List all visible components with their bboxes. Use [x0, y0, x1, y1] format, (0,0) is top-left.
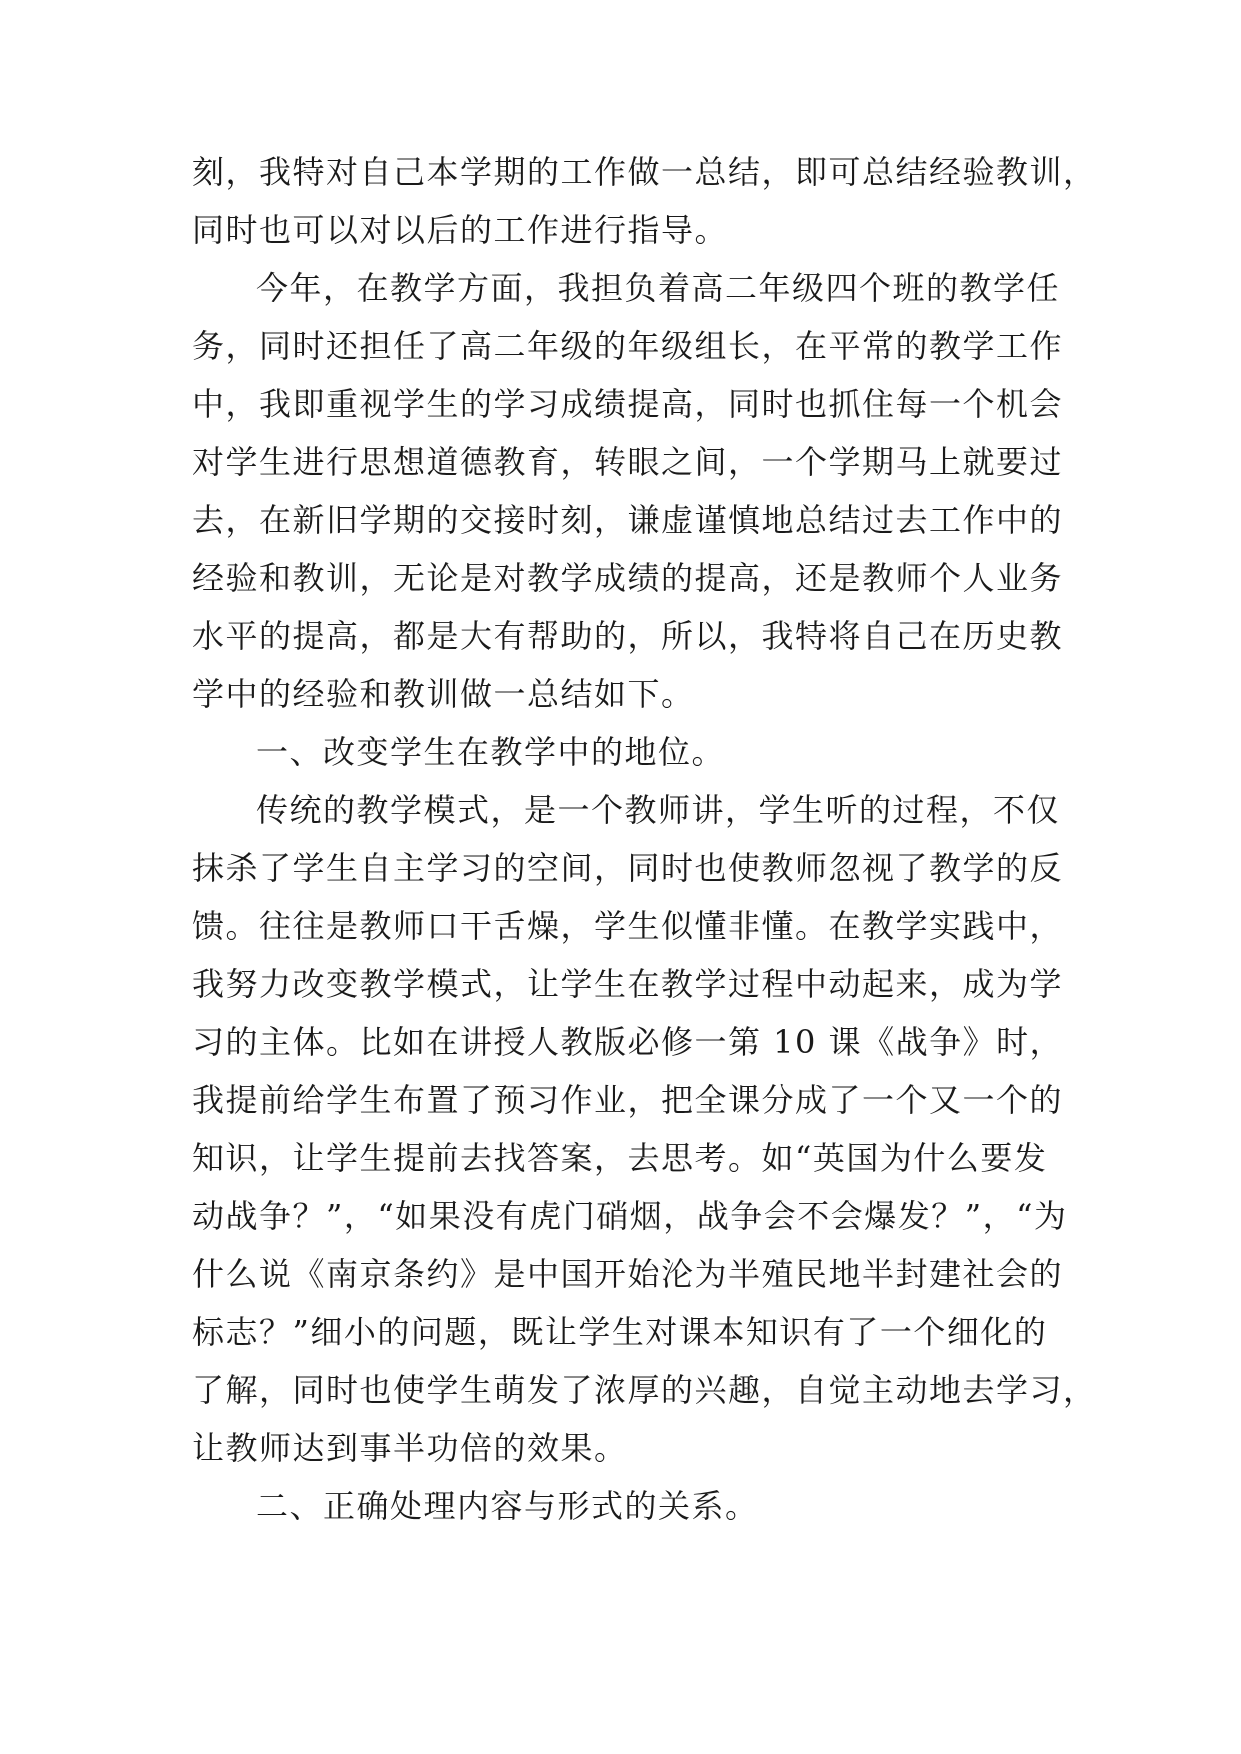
text-line: 我提前给学生布置了预习作业，把全课分成了一个又一个的: [192, 1081, 1064, 1119]
section-heading-1: 一、改变学生在教学中的地位。: [256, 733, 726, 771]
text-line: 同时也可以对以后的工作进行指导。: [192, 211, 729, 249]
text-line: 知识，让学生提前去找答案，去思考。如“英国为什么要发: [192, 1139, 1048, 1177]
text-line: 中，我即重视学生的学习成绩提高，同时也抓住每一个机会: [192, 385, 1064, 423]
text-line: 务，同时还担任了高二年级的年级组长，在平常的教学工作: [192, 327, 1064, 365]
text-line: 去，在新旧学期的交接时刻，谦虚谨慎地总结过去工作中的: [192, 501, 1064, 539]
text-line: 标志？”细小的问题，既让学生对课本知识有了一个细化的: [192, 1313, 1048, 1351]
text-line: 馈。往往是教师口干舌燥，学生似懂非懂。在教学实践中，: [192, 907, 1064, 945]
section-heading-2: 二、正确处理内容与形式的关系。: [256, 1487, 759, 1525]
text-line: 对学生进行思想道德教育，转眼之间，一个学期马上就要过: [192, 443, 1064, 481]
text-line: 什么说《南京条约》是中国开始沦为半殖民地半封建社会的: [192, 1255, 1064, 1293]
text-line: 我努力改变教学模式，让学生在教学过程中动起来，成为学: [192, 965, 1064, 1003]
text-line: 抹杀了学生自主学习的空间，同时也使教师忽视了教学的反: [192, 849, 1064, 887]
text-line: 了解，同时也使学生萌发了浓厚的兴趣，自觉主动地去学习，: [192, 1371, 1097, 1409]
text-line: 水平的提高，都是大有帮助的，所以，我特将自己在历史教: [192, 617, 1064, 655]
text-line: 让教师达到事半功倍的效果。: [192, 1429, 628, 1467]
text-line: 经验和教训，无论是对教学成绩的提高，还是教师个人业务: [192, 559, 1064, 597]
paragraph-start-line: 传统的教学模式，是一个教师讲，学生听的过程，不仅: [256, 791, 1061, 829]
text-line: 动战争？”，“如果没有虎门硝烟，战争会不会爆发？”，“为: [192, 1197, 1068, 1235]
text-line: 学中的经验和教训做一总结如下。: [192, 675, 695, 713]
text-line: 刻，我特对自己本学期的工作做一总结，即可总结经验教训，: [192, 153, 1097, 191]
document-page: [192, 0, 1097, 1754]
paragraph-start-line: 今年，在教学方面，我担负着高二年级四个班的教学任: [256, 269, 1061, 307]
text-line: 习的主体。比如在讲授人教版必修一第 10 课《战争》时，: [192, 1023, 1064, 1061]
